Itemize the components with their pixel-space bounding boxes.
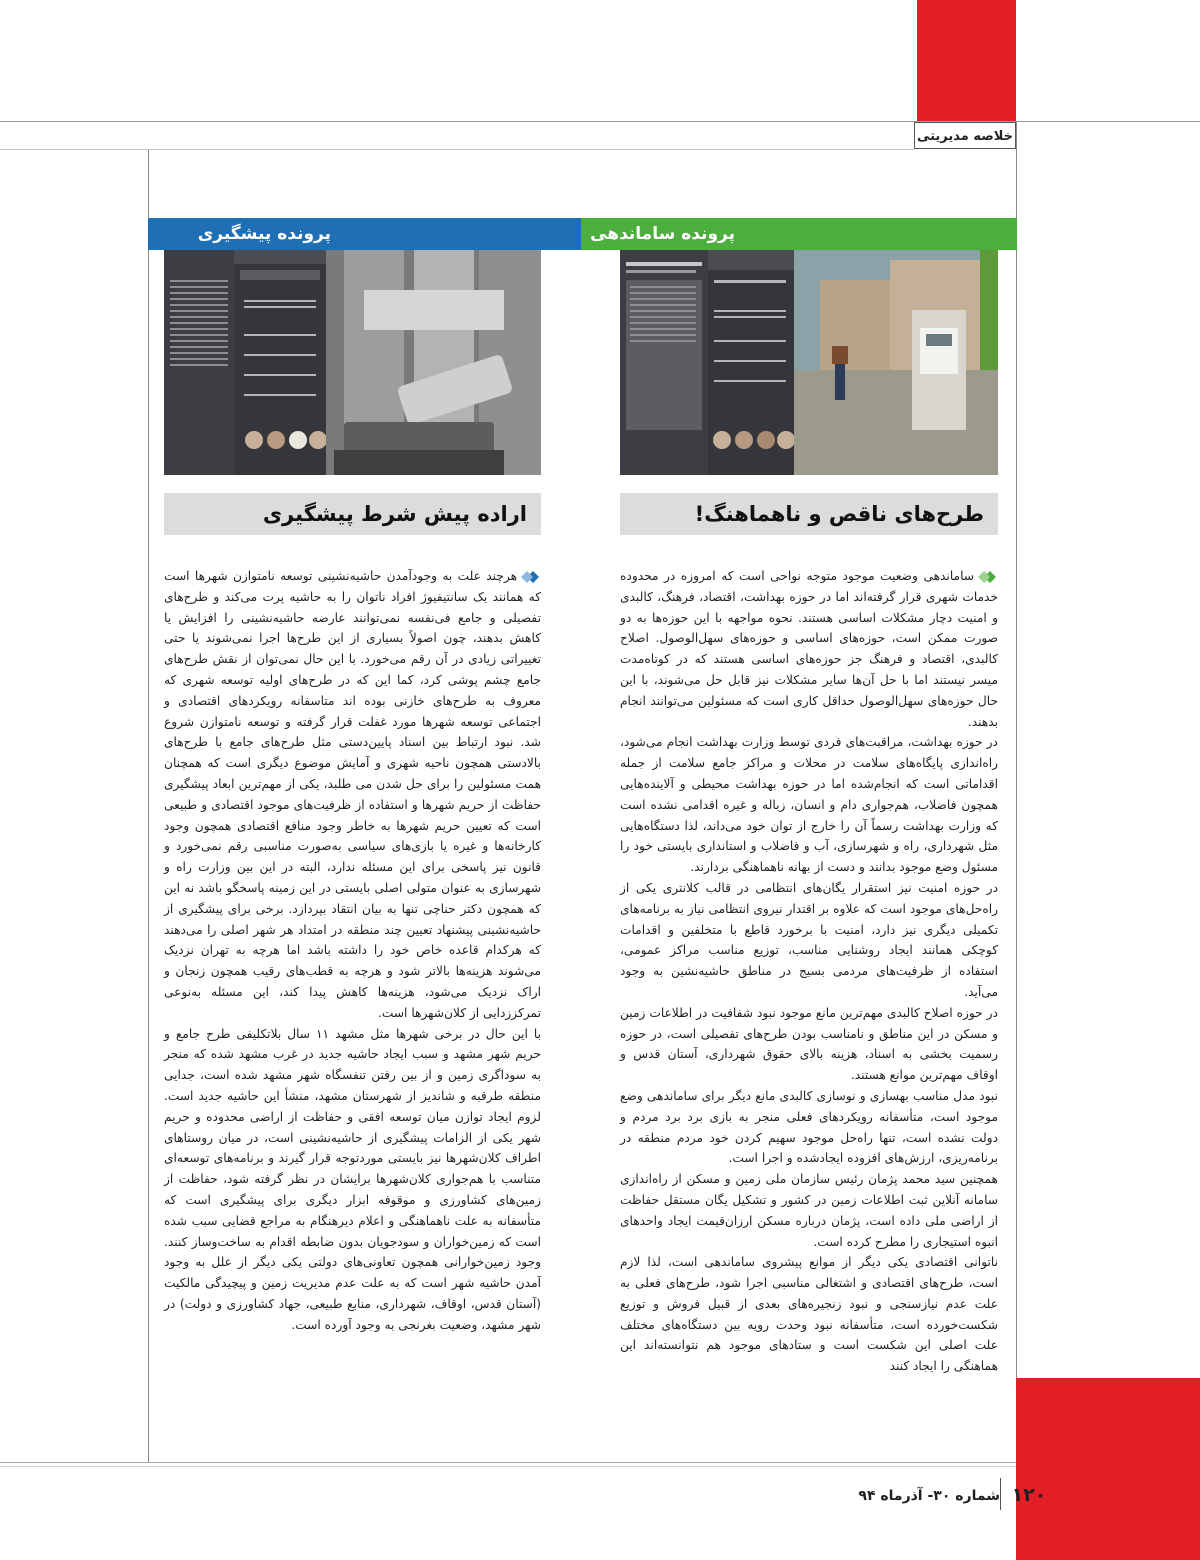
bottom-red-accent: [1016, 1378, 1200, 1560]
paragraph: همچنین سید محمد پژمان رئیس سازمان ملی زمین و مسکن از راه‌اندازی سامانه آنلاین ثبت اطلاعات زمین در کشور و تشکیل یگان مستقل حفاظت از اراضی ملی داده است، پژمان درباره مسکن ارزان‌قیمت ایجاد واحدهای انبوه استیجاری را مطرح کرده است.: [620, 1172, 998, 1249]
paragraph: هرچند علت به وجودآمدن حاشیه‌نشینی توسعه نامتوازن شهرها است که همانند یک سانتیفیوژ افراد ناتوان را به حاشیه پرت می‌کند و طرح‌های تفصیلی و جامع فی‌نفسه نمی‌توانند عارضه حاشیه‌نشینی را افزایش یا کاهش بدهند، چون اصولاً بسیاری از این طرح‌ها اجرا نمی‌شوند یا حتی تغییراتی زیادی در آن رقم می‌خورد. با این حال نمی‌توان از نقش طرح‌های جامع چشم پوشی کرد، کما این که در طرح‌های اولیه توسعه شهری که معروف به طرح‌های خازنی بوده اند متاسفانه رویکردهای اقتصادی و اجتماعی توسعه شهرها مورد غفلت قرار گرفته و توسعه نامتوازن شروع شد. نبود ارتباط بین اسناد پایین‌دستی مثل طرح‌های جامع با طرح‌های بالادستی همچون ناحیه شهری و آمایش موضوع دیگری است که همچنان همت مسئولین را برای حل شدن می طلبد، یکی از مهم‌ترین ابعاد پیشگیری حفاظت از حریم شهرها و استفاده از ظرفیت‌های موجود اقتصادی و طبیعی است که تعیین حریم شهرها به خاطر وجود منافع اقتصادی همچون وجود کارخانه‌ها و غیره یا بازی‌های سیاسی به‌صورت مناسبی رقم نمی‌خورد و قانون نیز پاسخی برای این مسئله ندارد، البته در این بین وزارت راه و شهرسازی به عنوان متولی اصلی بایستی در این زمینه پاسخگو باشد نه این که همچون دکتر حناچی تنها به بیان انتقاد بپردازد. برخی برای پیشگیری از حاشیه‌نشینی پیشنهاد تعیین چند منطقه در امتداد هر شهر اصلی را می‌دهند که هرکدام قاعده خاص خود را داشته باشد اما هرچه به تهران نزدیک می‌شوند هزینه‌ها بالاتر شود و هرچه به قطب‌های رقیب همچون زنجان و اراک نزدیک می‌شود، هزینه‌ها کاهش پیدا کند، این مسئله به‌نوعی تمرکززدایی از کلان‌شهرها است.: [164, 569, 541, 1020]
sub-rule: [0, 149, 914, 150]
right-border: [1016, 122, 1017, 1382]
article-body-left: [164, 566, 541, 1446]
top-rule: [0, 121, 1200, 122]
article-body-right: [620, 566, 998, 1446]
paragraph: نبود مدل مناسب بهسازی و نوسازی کالبدی مانع دیگر برای ساماندهی وضع موجود است، متأسفانه رویکردهای فعلی منجر به بازی برد برد مردم و دولت نشده است، تنها راه‌حل موجود سهیم کردن خود مردم منطقه در برنامه‌ریزی، ارزش‌های افزوده ایجادشده و اجرا است.: [620, 1088, 998, 1166]
paragraph: ناتوانی اقتصادی یکی دیگر از موانع پیشروی ساماندهی است، لذا لازم است، طرح‌های اقتصادی و اشتغالی مناسبی اجرا شود، طرح‌های فعلی به علت عدم نیازسنجی و نبود زنجیره‌های بعدی از قبیل فروش و توزیع شکست‌خورده است، متأسفانه نبود وحدت رویه بین دستگاه‌های مختلف علت اصلی این شکست است و ستادهای موجود هم نتوانسته‌اند این هماهنگی را ایجاد کنند: [620, 1255, 998, 1374]
paragraph: در حوزه اصلاح کالبدی مهم‌ترین مانع موجود نبود شفافیت در اطلاعات زمین و مسکن در این مناطق و نامناسب بودن طرح‌های تفصیلی است، در حوزه رسمیت بخشی به اسناد، هزینه بالای حقوق شهرداری، آستان قدس و اوقاف مهم‌ترین موانع هستند.: [620, 1005, 998, 1083]
diamond-bullet-icon: [978, 571, 998, 583]
spread-thumbnail: [620, 250, 998, 475]
dossier-title: پرونده پیشگیری: [197, 224, 331, 244]
page-number: ۱۲۰: [1011, 1484, 1047, 1506]
headline-left: اراده پیش شرط پیشگیری: [164, 493, 541, 535]
top-red-accent: [917, 0, 1016, 122]
left-border: [148, 150, 149, 1462]
paragraph: با این حال در برخی شهرها مثل مشهد ۱۱ سال بلاتکلیفی طرح جامع و حریم شهر مشهد و سبب ایجاد حاشیه جدید در غرب مشهد شده که منجر به سوداگری زمین و از بین رفتن تنفسگاه شهر مشهد شده است، جدایی منطقه طرقبه و شاندیز از شهرستان مشهد، منشأ این حاشیه جدید است. لزوم ایجاد توازن میان توسعه افقی و حفاظت از اراضی محدوده و حریم شهر یکی از الزامات پیشگیری از حاشیه‌نشینی است، در میان روستاهای اطراف کلان‌شهرها نیز بایستی موردتوجه قرار گیرند و برنامه‌های توسعه‌ای متناسب با هم‌جواری کلان‌شهرها برایشان در نظر گرفته شود، حفاظت از زمین‌های کشاورزی و موقوفه ابزار دیگری برای پیشگیری است که متأسفانه به علت ناهماهنگی و اعلام دیرهنگام به مراجع قضایی سبب شده است که زمین‌خواران و سودجویان بدون ضابطه اقدام به ساخت‌وساز کنند. وجود زمین‌خوارانی همچون تعاونی‌های دولتی یکی دیگر از علل به وجود آمدن حاشیه شهر است که به علت عدم مدیریت زمین و پیچیدگی مالکیت (آستان قدس، اوقاف، شهرداری، منابع طبیعی، جهاد کشاورزی و دولت) در شهر مشهد، وضعیت بغرنجی به وجود آورده است.: [164, 1026, 541, 1332]
footer-rule: [0, 1462, 1016, 1463]
dossier-title: پرونده ساماندهی: [590, 224, 735, 244]
paragraph: در حوزه بهداشت، مراقبت‌های فردی توسط وزارت بهداشت انجام می‌شود، راه‌اندازی پایگاه‌های سلامت در محلات و مراکز جامع سلامت از جمله اقداماتی است که انجام‌شده اما در حوزه بهداشت محیطی و آلاینده‌هایی همچون فاضلاب، هم‌جواری دام و انسان، زباله و غیره اقدامی نشده است که وزارت بهداشت رسماً آن را خارج از توان خود می‌داند، لذا دستگاه‌هایی مثل شهرداری، راه و شهرسازی، آب و فاضلاب و استانداری بایستی خود را مسئول وضع موجود بدانند و دست از بهانه ناهماهنگی بردارند.: [620, 735, 998, 875]
footer-divider: [1000, 1478, 1001, 1510]
headline-right: طرح‌های ناقص و ناهماهنگ!: [620, 493, 998, 535]
magazine-logo: رصد: [1016, 1432, 1060, 1456]
footer-rule-2: [0, 1466, 1016, 1467]
dossier-spread-image-left: [164, 250, 541, 475]
diamond-bullet-icon: [521, 571, 541, 583]
paragraph: ساماندهی وضعیت موجود متوجه نواحی است که امروزه در محدوده خدمات شهری قرار گرفته‌اند اما در حوزه بهداشت، اقتصاد، فرهنگ، کالبدی و امنیت دچار مشکلات اساسی هستند. نحوه مواجهه با این حوزه‌ها به دو صورت ممکن است، حوزه‌های اساسی و حوزه‌های سهل‌الوصول. اصلاح کالبدی، اقتصاد و فرهنگ جز حوزه‌های اساسی هستند که در کوتاه‌مدت میسر نیستند اما با حل آن‌ها سایر مشکلات نیز قابل حل می‌شوند، با این حال حوزه‌های سهل‌الوصول حداقل کاری است که مسئولین می‌توانند انجام بدهند.: [620, 569, 998, 729]
dossier-bar-right: [581, 218, 1017, 250]
dossier-spread-image-right: [620, 250, 998, 475]
paragraph: در حوزه امنیت نیز استقرار یگان‌های انتظامی در قالب کلانتری یکی از راه‌حل‌های موجود است که علاوه بر اقتدار نیروی انتظامی نیاز به برنامه‌های تکمیلی دیگری نیز دارد، امنیت با برخورد قاطع با متخلفین و اقدامات کوچکی همانند ایجاد روشنایی مناسب، توزیع مناسب مراکز عمومی، استفاده از ظرفیت‌های مردمی بسیج در مناطق حاشیه‌نشین به وجود می‌آید.: [620, 880, 998, 999]
section-tab: خلاصه مدیریتی: [914, 122, 1016, 149]
dossier-bar-left: [148, 218, 581, 250]
issue-label: شماره ۳۰- آذرماه ۹۴: [858, 1488, 1000, 1504]
spread-thumbnail: [164, 250, 541, 475]
